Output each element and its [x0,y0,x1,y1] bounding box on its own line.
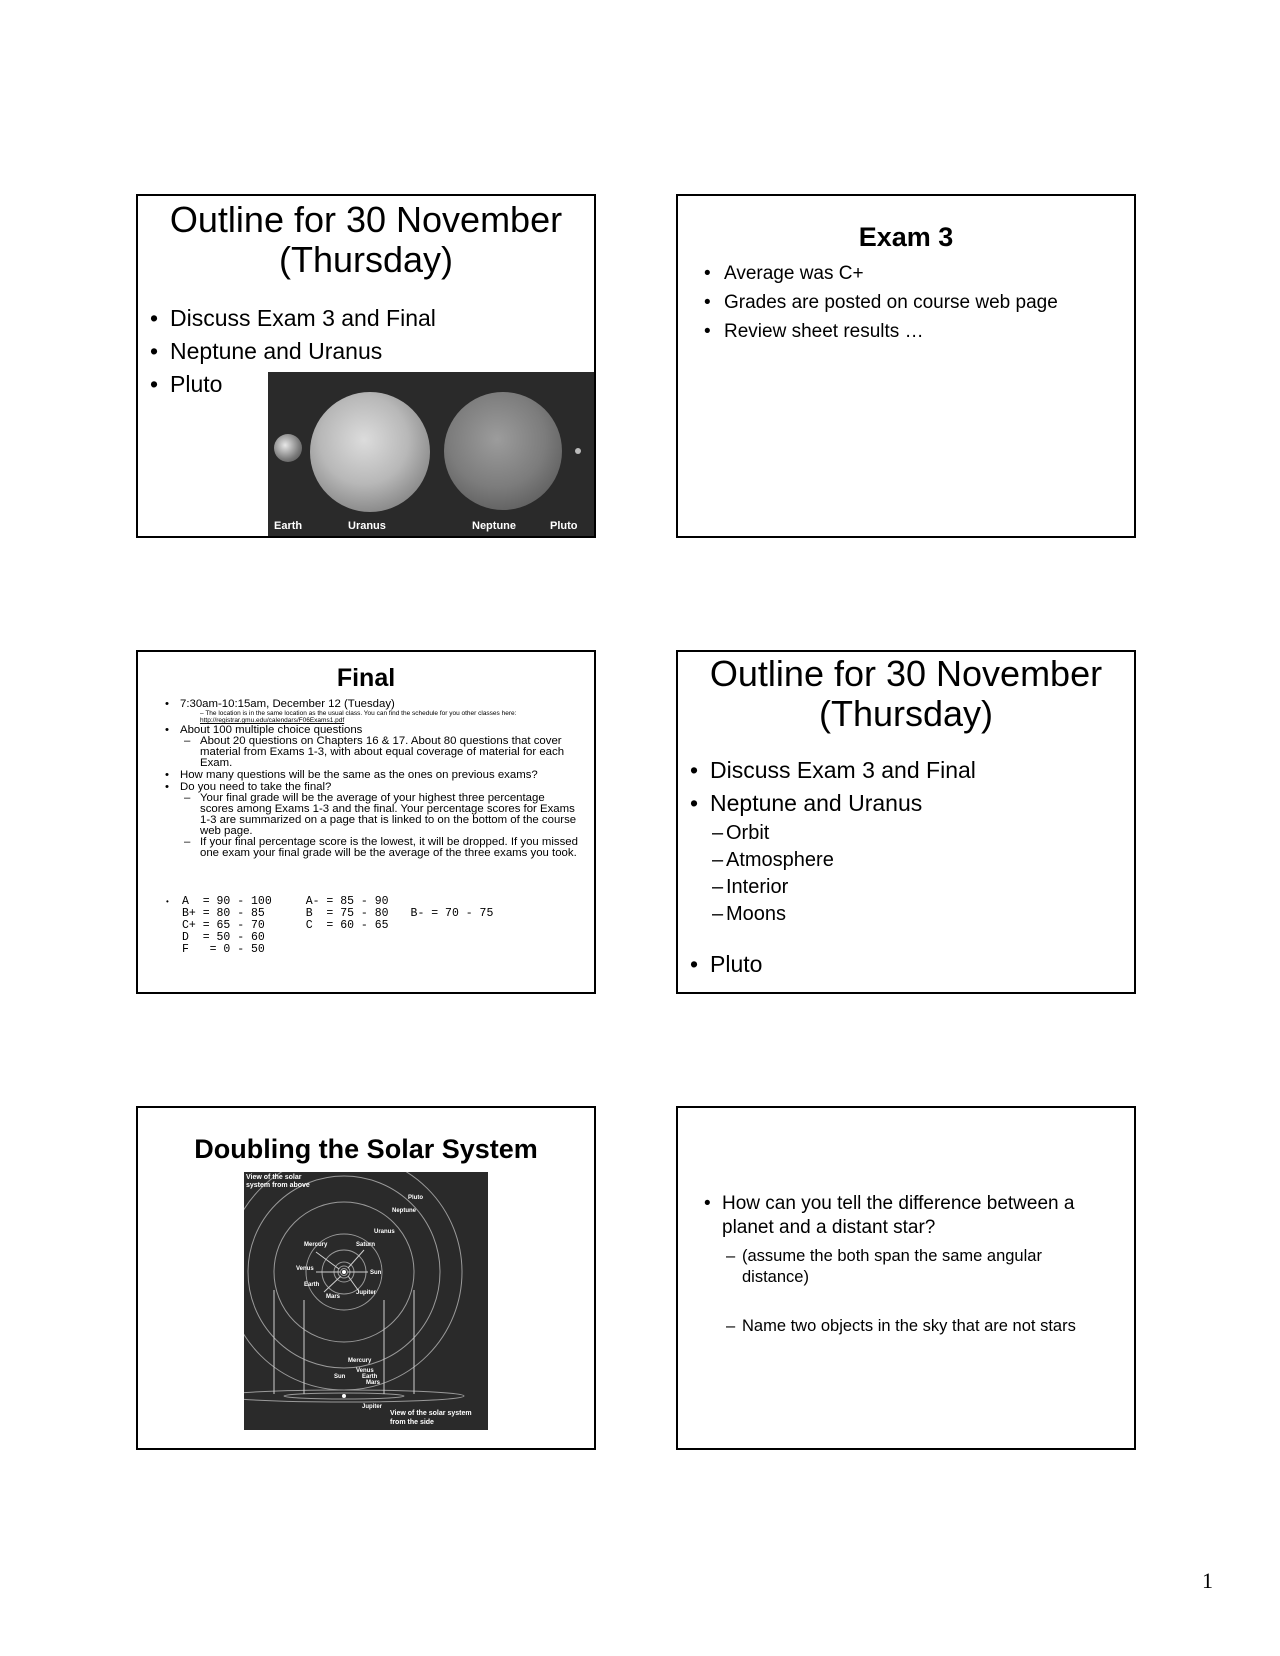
slide-exam-3 [676,194,1136,538]
slide-title: Exam 3 [858,222,954,252]
bullet-list [704,1192,1134,1240]
sub-bullet-list [726,1246,1106,1337]
grade-cell: A = 90 - 100 [182,895,272,908]
solar-system-diagram [244,1172,488,1430]
bullet-item: • Do you need to take the final? [160,782,580,793]
label-jupiter: Jupiter [356,1290,377,1296]
diagram-caption-bottom: View of the solar system [390,1410,472,1417]
bullet-item: • Neptune and Uranus [690,787,1134,820]
uranus-image [310,392,430,512]
grade-scale: • A = 90 - 100 A- = 85 - 90 B+ = 80 - 85 B = 75 - 80 B- = 70 - 75 C+ = 65 - 70 C = 60 - 65 D = 50 - 60 F = 0 - 50 [166,895,494,956]
slide-planet-vs-star [676,1106,1136,1450]
sun-dot [342,1270,346,1274]
grade-cell: A- = 85 - 90 [305,895,389,908]
sub-bullet-item: – Moons [712,901,1134,928]
sub-bullet-item: – About 20 questions on Chapters 16 & 17. About 80 questions that cover material from Exams 1-3, with about equal coverage of material for each Exam. [160,736,580,769]
planets-image [268,372,596,538]
label-pluto: Pluto [408,1195,423,1201]
label-sun: Sun [370,1270,382,1276]
label-saturn: Saturn [356,1242,376,1248]
label-uranus: Uranus [374,1229,395,1235]
label-mars: Mars [326,1294,341,1300]
bullet-item: • Pluto [690,948,1134,981]
bullet-item: • Discuss Exam 3 and Final [690,754,1134,787]
bullet-item: • How many questions will be the same as the ones on previous exams? [160,770,580,781]
slide-title: Doubling the Solar System [194,1134,538,1164]
earth-image [274,434,302,462]
pointer-line [348,1276,358,1290]
uranus-label: Uranus [348,520,386,532]
sub-bullet-item: – (assume the both span the same angular distance) [726,1246,1106,1288]
slide-title: Final [336,664,396,692]
earth-label: Earth [274,520,303,532]
bullet-list [690,754,1134,820]
bullet-item: • How can you tell the difference between a planet and a distant star? [704,1192,1118,1240]
slide-outline-1 [136,194,596,538]
grade-cell: B- = 70 - 75 [410,907,494,920]
final-details [160,698,580,859]
bullet-list [690,948,1134,981]
diagram-caption-top: View of the solar [246,1174,302,1181]
grade-cell: F = 0 - 50 [182,943,265,956]
sub-bullet-item: – Interior [712,874,1134,901]
sub-bullet-item: – Orbit [712,820,1134,847]
bullet-item: • Average was C+ [702,259,1134,288]
label-side-mercury: Mercury [348,1358,372,1364]
sub-bullet-item: – Your final grade will be the average of your highest three percentage scores among Exams 1-3 and the final. Your percentage scores for Exams 1-3 are summarized on a page that is linked to on the bottom of the course web page. [160,793,580,837]
sub-bullet-item: – If your final percentage score is the lowest, it will be dropped. If you missed one exam your final grade will be the average of the three exams you took. [160,837,580,859]
bullet-item: • Discuss Exam 3 and Final [150,302,594,335]
sun-side-dot [342,1394,346,1398]
side-view-plane [244,1390,464,1402]
slide-final [136,650,596,994]
neptune-image [444,392,562,510]
page-number: 1 [1202,1568,1213,1593]
label-side-jupiter: Jupiter [362,1404,383,1410]
location-note: – The location is in the same location as the usual class. You can find the schedule for you other classes here: http://registrar.gmu.edu/calendars/F06Exams1.pdf [160,710,580,724]
slide-title: Outline for 30 November (Thursday) [709,653,1103,734]
diagram-caption-bottom: from the side [390,1419,434,1426]
bullet-item: • About 100 multiple choice questions [160,725,580,736]
pointer-line [324,1276,341,1292]
label-side-earth: Earth [362,1374,378,1380]
label-earth: Earth [304,1282,320,1288]
slide-doubling-solar-system [136,1106,596,1450]
label-side-venus: Venus [356,1368,374,1374]
solar-system-svg [244,1172,488,1430]
diagram-caption-top: system from above [246,1182,310,1189]
bullet-list [702,259,1134,346]
sub-bullet-list [712,820,1134,928]
slide-title: Outline for 30 November (Thursday) [169,199,563,280]
bullet-item: • Pluto [150,368,594,401]
grade-table [166,895,494,956]
grade-cell: C = 60 - 65 [305,919,389,932]
grade-cell: B = 75 - 80 [305,907,389,920]
label-venus: Venus [296,1266,314,1272]
label-neptune: Neptune [392,1208,416,1214]
label-side-mars: Mars [366,1380,381,1386]
label-mercury: Mercury [304,1242,328,1248]
pluto-image [575,448,581,454]
sub-bullet-item: – Atmosphere [712,847,1134,874]
bullet-item: • Grades are posted on course web page [702,288,1134,317]
schedule-link[interactable]: http://registrar.gmu.edu/calendars/F06Exams1.pdf [200,717,345,724]
bullet-item: • Review sheet results … [702,317,1134,346]
slide-outline-2 [676,650,1136,994]
label-side-sun: Sun [334,1374,346,1380]
grade-cell: B+ = 80 - 85 [182,907,265,920]
sub-bullet-item: – Name two objects in the sky that are not stars [726,1316,1106,1337]
bullet-item: • 7:30am-10:15am, December 12 (Tuesday) [160,699,580,710]
pointer-line [316,1252,339,1269]
grade-cell [389,920,494,932]
grade-cell: D = 50 - 60 [182,931,265,944]
neptune-label: Neptune [472,520,516,532]
bullet-item: • Neptune and Uranus [150,335,594,368]
pluto-label: Pluto [550,520,578,532]
grade-cell: C+ = 65 - 70 [182,919,265,932]
